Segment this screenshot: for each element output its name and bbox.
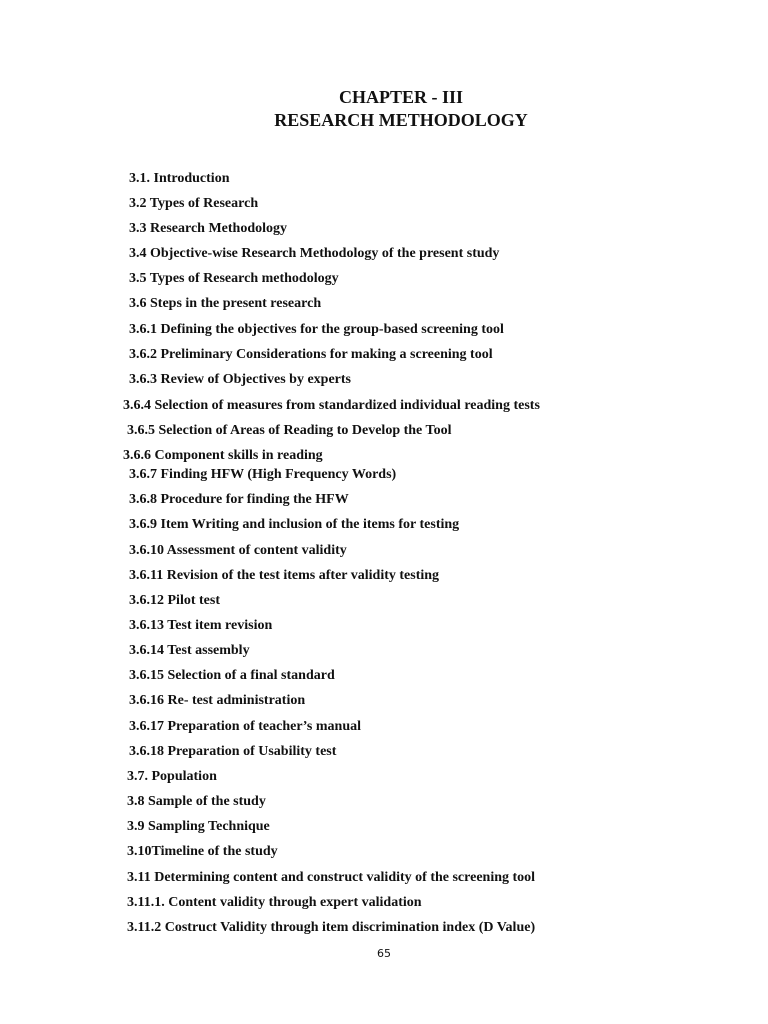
toc-item-3-6-7: 3.6.7 Finding HFW (High Frequency Words) xyxy=(129,467,397,482)
chapter-number: CHAPTER - III xyxy=(338,87,463,107)
toc-item-3-11: 3.11 Determining content and construct validity of the screening tool xyxy=(127,870,536,885)
toc-item-3-6-11: 3.6.11 Revision of the test items after validity testing xyxy=(129,568,440,583)
toc-item-3-11-2: 3.11.2 Costruct Validity through item discrimination index (D Value) xyxy=(127,920,536,935)
toc-item-3-6-17: 3.6.17 Preparation of teacher’s manual xyxy=(129,719,361,734)
toc-item-3-6-6: 3.6.6 Component skills in reading xyxy=(123,448,323,463)
toc-item-3-6-8: 3.6.8 Procedure for finding the HFW xyxy=(129,492,349,507)
toc-item-3-6-14: 3.6.14 Test assembly xyxy=(129,643,250,658)
toc-item-3-6-2: 3.6.2 Preliminary Considerations for making a screening tool xyxy=(129,347,493,362)
toc-item-3-6-15: 3.6.15 Selection of a final standard xyxy=(129,668,335,683)
toc-item-3-6-12: 3.6.12 Pilot test xyxy=(129,593,220,608)
toc-item-3-6-1: 3.6.1 Defining the objectives for the group-based screening tool xyxy=(129,322,504,337)
toc-item-3-7: 3.7. Population xyxy=(127,769,217,784)
toc-item-3-6: 3.6 Steps in the present research xyxy=(129,296,322,311)
toc-item-3-11-1: 3.11.1. Content validity through expert validation xyxy=(127,895,422,910)
toc-item-3-2: 3.2 Types of Research xyxy=(129,196,259,211)
toc-item-3-1: 3.1. Introduction xyxy=(129,171,230,186)
toc-item-3-10: 3.10Timeline of the study xyxy=(127,844,278,859)
page-number: 65 xyxy=(377,947,391,960)
toc-item-3-6-18: 3.6.18 Preparation of Usability test xyxy=(129,744,337,759)
toc-item-3-6-4: 3.6.4 Selection of measures from standardized individual reading tests xyxy=(123,398,540,413)
toc-item-3-6-3: 3.6.3 Review of Objectives by experts xyxy=(129,372,352,387)
toc-item-3-6-5: 3.6.5 Selection of Areas of Reading to Develop the Tool xyxy=(127,423,452,438)
toc-item-3-3: 3.3 Research Methodology xyxy=(129,221,287,236)
toc-item-3-9: 3.9 Sampling Technique xyxy=(127,819,270,834)
toc-item-3-8: 3.8 Sample of the study xyxy=(127,794,266,809)
chapter-title: RESEARCH METHODOLOGY xyxy=(274,110,528,130)
toc-item-3-6-10: 3.6.10 Assessment of content validity xyxy=(129,543,347,558)
toc-item-3-6-9: 3.6.9 Item Writing and inclusion of the items for testing xyxy=(129,517,460,532)
toc-item-3-6-16: 3.6.16 Re- test administration xyxy=(129,693,306,708)
toc-item-3-5: 3.5 Types of Research methodology xyxy=(129,271,339,286)
toc-item-3-6-13: 3.6.13 Test item revision xyxy=(129,618,273,633)
toc-item-3-4: 3.4 Objective-wise Research Methodology of the present study xyxy=(129,246,500,261)
